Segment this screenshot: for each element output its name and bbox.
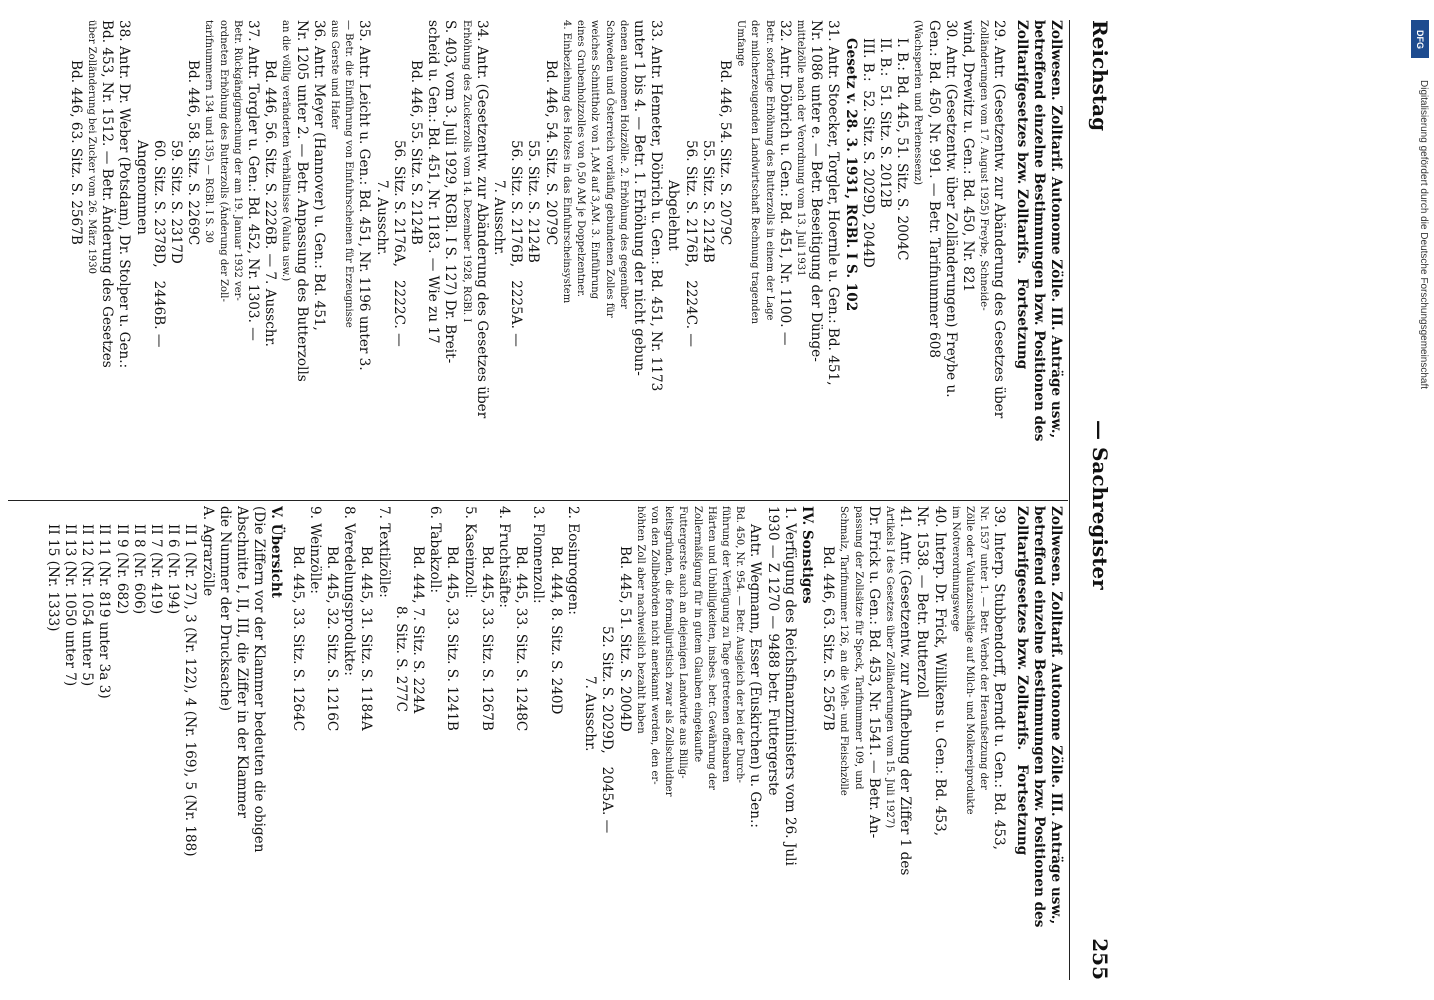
entry-line: Schweden und Österreich vorläufig gebundenen Zolles für <box>603 20 615 318</box>
entry-38: 38. Antr. Dr. Weber (Potsdam), Dr. Stolper u. Gen.: <box>116 20 133 369</box>
overview-item: II 11 (Nr. 819 unter 3a 3) <box>96 524 113 699</box>
entry-ref: 56. Sitz. S. 2176B, 2225A. — <box>508 140 525 347</box>
entry-line: Gen.: Bd. 450, Nr. 991. — Betr. Tarifnummer 608 <box>925 20 942 359</box>
entry-ref: Bd. 446, 56. Sitz. S. 2226B. — 7. Ausschr. <box>262 60 279 347</box>
entry-ref: 8. Sitz. S. 277C <box>392 606 409 713</box>
right-column <box>0 506 1064 980</box>
entry-ref: Bd. 446, 63. Sitz. S. 2567B <box>67 60 84 245</box>
entry-ref: Bd. 445, 51. Sitz. S. 2004D <box>616 546 633 732</box>
entry-ref: II. B.: 51. Sitz. S. 2012B <box>876 38 893 208</box>
entry-iv-7: 7. Textilzölle: <box>375 506 392 598</box>
entry-result: Angenommen <box>133 140 150 235</box>
entry-33: 33. Antr. Hemeter, Döbrich u. Gen.: Bd. 451, Nr. 1173 <box>648 20 665 392</box>
entry-line: Nr. 1086 unter e. — Betr. Beseitigung der Dünge- <box>808 20 825 362</box>
rotated-page <box>0 20 1120 980</box>
entry-iv-6: 6. Tabakzoll: <box>427 506 444 594</box>
entry-iv-4: 4. Fruchtsäfte: <box>496 506 513 609</box>
page-number: 255 <box>1088 938 1112 980</box>
entry-ref: 60. Sitz. S. 2378D, 2446B. — <box>150 140 167 348</box>
entry-36: 36. Antr. Meyer (Hannover) u. Gen.: Bd. 451, <box>310 20 327 331</box>
entry-line: an die völlig veränderten Verhältnisse (Valuta usw.) <box>280 20 292 282</box>
entry-line: Härten und Unbilligkeiten, insbes. betr. Gewährung der <box>705 506 717 791</box>
entry-39: 39. Interp. Stubbendorff, Berndt u. Gen.: Bd. 453, <box>991 506 1008 850</box>
entry-40: 40. Interp. Dr. Frick, Willikens u. Gen.: Bd. 453, <box>931 506 948 837</box>
entry-line: mittelzölle nach der Verordnung vom 13. Juli 1931 <box>794 20 806 277</box>
entry-ref: Bd. 444, 8. Sitz. S. 240D <box>547 546 564 715</box>
entry-ref: Bd. 445, 31. Sitz. S. 1184A <box>358 546 375 731</box>
entry-ref: Bd. 446, 54. Sitz. S. 2079C <box>716 60 733 246</box>
entry-31: 31. Antr. Stoecker, Torgler, Hoernle u. Gen.: Bd. 451, <box>825 20 842 386</box>
entry-iv-2: 2. Eosinroggen: <box>564 506 581 615</box>
entry-line: wind, Drewitz u. Gen.: Bd. 450, Nr. 821 <box>959 20 976 293</box>
entry-line: keitsgründen, die formaljuristisch zwar als Zollschuldner <box>663 506 675 797</box>
entry-line: S. 403, vom 3. Juli 1929, RGBl. I S. 127) Dr. Breit- <box>442 20 459 364</box>
entry-ref: Bd. 446, 54. Sitz. S. 2079C <box>542 60 559 246</box>
section-heading-line: Zolltarifgesetzes bzw. Zolltarifs. Fortsetzung <box>1013 506 1030 856</box>
section-heading-line: betreffend einzelne Bestimmungen bzw. Positionen des <box>1030 20 1047 442</box>
left-column <box>0 20 1064 494</box>
section-v-heading: V. Übersicht <box>268 506 285 599</box>
overview-item: II 15 (Nr. 1333) <box>44 524 61 632</box>
entry-line: Betr. Rückgängigmachung der am 19. Januar 1932 ver- <box>231 20 243 301</box>
entry-ref: I. B.: Bd. 445, 51. Sitz. S. 2004C <box>894 38 911 261</box>
overview-agrarzoelle: A. Agrarzölle <box>199 506 216 597</box>
entry-line: weiches Schnittholz von 1,AM auf 3,AM. 3. Einführung <box>589 20 601 300</box>
entry-ref: 56. Sitz. S. 2176A, 2222C. — <box>390 140 407 347</box>
header-reichstag: Reichstag <box>1088 20 1112 132</box>
entry-line: eines Grubenholzzolles von 0,50 AM je Doppelzentner. <box>575 20 587 297</box>
entry-37: 37. Antr. Torgler u. Gen.: Bd. 452, Nr. 1303. — <box>245 20 262 341</box>
overview-item: II 9 (Nr. 682) <box>113 524 130 615</box>
entry-line: Zollermäßigung für in gutem Glauben eingekaufte <box>691 506 703 763</box>
entry-ref: Bd. 444, 7. Sitz. S. 224A <box>410 546 427 714</box>
overview-item: II 12 (Nr. 1054 unter 5) <box>79 524 96 687</box>
entry-line: passung der Zollsätze für Speck, Tarifnummer 109, und <box>852 506 864 790</box>
entry-line: Nr. 1537 unter 1. — Betr. Verbot der Heraufsetzung der <box>978 506 990 790</box>
credit-text: Digitalisierung gefördert durch die Deutsche Forschungsgemeinschaft <box>1418 80 1429 390</box>
entry-ref: 56. Sitz. S. 2176B, 2224C. — <box>682 140 699 347</box>
column-divider <box>8 500 1068 501</box>
entry-ref: Bd. 446, 63. Sitz. S. 2567B <box>820 546 837 731</box>
entry-line: (Wachsperlen und Perlenessenz) <box>912 20 924 185</box>
entry-line: Zölle oder Valutazuschläge auf Milch- und Molkereiprodukte <box>963 506 975 815</box>
entry-ref: III. B.: 52. Sitz. S. 2029D, 2044D <box>859 38 876 268</box>
section-heading-line: betreffend einzelne Bestimmungen bzw. Positionen des <box>1030 506 1047 928</box>
entry-35: 35. Antr. Leicht u. Gen.: Bd. 451, Nr. 1196 unter 3. <box>356 20 373 371</box>
entry-line: im Notverordnungswege <box>949 506 961 632</box>
entry-line: denen autonomen Holzzölle. 2. Erhöhung des gegenüber <box>617 20 629 309</box>
entry-line: scheid u. Gen.: Bd. 451, Nr. 1183. — Wie zu 17 <box>425 20 442 344</box>
entry-line: — Betr. die Einführung von Einfuhrscheinen für Erzeugnisse <box>343 20 355 328</box>
entry-line: Artikels I des Gesetzes über Zolländerungen vom 15. Juli 1927) <box>883 506 895 829</box>
entry-ref: Bd. 445, 32. Sitz. S. 1216C <box>324 546 341 732</box>
entry-ref: 55. Sitz. S. 2124B <box>699 140 716 263</box>
overview-item: II 7 (Nr. 419) <box>148 524 165 615</box>
entry-line: Umfange <box>735 20 747 67</box>
entry-ref: Bd. 446, 55. Sitz. S. 2124B <box>408 60 425 245</box>
overview-note: die Nummer der Drucksache) <box>216 506 233 712</box>
entry-line: Zolländerungen vom 17. August 1925) Freybe, Schneide- <box>978 20 990 311</box>
entry-line: der milcherzeugenden Landwirtschaft Rechnung tragenden <box>749 20 761 324</box>
entry-line: 1930 — Z 1270 — 9488 betr. Futtergerste <box>764 506 781 796</box>
entry-29: 29. Antr. (Gesetzentw. zur Abänderung des Gesetzes über <box>991 20 1008 419</box>
entry-line: Futtergerste auch an diejenigen Landwirte aus Billig- <box>677 506 689 779</box>
entry-line: Betr. sofortige Erhöhung des Butterzolls in einem der Lage <box>763 20 775 321</box>
digitization-credit <box>1407 10 1434 990</box>
entry-line: Dr. Frick u. Gen.: Bd. 453, Nr. 1541. — Betr. An- <box>865 506 882 839</box>
overview-note: (Die Ziffern vor der Klammer bedeuten die obigen <box>251 506 268 853</box>
overview-item: II 8 (Nr. 606) <box>130 524 147 615</box>
section-heading-line: Zolltarifgesetzes bzw. Zolltarifs. Fortsetzung <box>1013 20 1030 370</box>
entry-line: ordneten Erhöhung des Butterzolls (Änderung der Zoll- <box>217 20 229 302</box>
entry-result: Abgelehnt <box>665 180 682 251</box>
entry-32: 32. Antr. Döbrich u. Gen.: Bd. 451, Nr. 1100. — <box>776 20 793 346</box>
entry-ref: Bd. 445, 33. Sitz. S. 1241B <box>444 546 461 731</box>
entry-iv-1: 1. Verfügung des Reichsfinanzministers vom 26. Juli <box>781 506 798 866</box>
entry-line: Schmalz, Tarifnummer 126, an die Vieh- und Fleischzölle <box>838 506 850 796</box>
entry-line: führung der Verfügung zu Tage getretenen offenbaren <box>719 506 731 783</box>
entry-line: über Zolländerung bei Zucker vom 26. März 1930 <box>86 20 98 274</box>
entry-ref: Bd. 445, 33. Sitz. S. 1267B <box>478 546 495 731</box>
entry-41: 41. Antr. (Gesetzentw. zur Aufhebung der Ziffer 1 des <box>897 506 914 876</box>
entry-ref: 55. Sitz. S. 2124B <box>525 140 542 263</box>
page-header <box>1069 20 1120 980</box>
entry-30: 30. Antr. (Gesetzentw. über Zolländerungen) Freybe u. <box>942 20 959 398</box>
overview-item: II 1 (Nr. 27), 3 (Nr. 122), 4 (Nr. 169), 5 (Nr. 188) <box>182 524 199 857</box>
entry-line: Bd. 450, Nr. 954. — Betr. Ausgleich der bei der Durch- <box>734 506 746 783</box>
entry-result: 7. Ausschr. <box>373 180 390 256</box>
overview-item: II 13 (Nr. 1050 unter 7) <box>62 524 79 687</box>
entry-iv-5: 5. Kaseinzoll: <box>461 506 478 599</box>
entry-ref: 59. Sitz. S. 2317D <box>168 140 185 264</box>
entry-line: Erhöhung des Zuckerzolls vom 14. Dezember 1928, RGBl. I <box>460 20 472 323</box>
header-sachregister: — Sachregister <box>1088 420 1112 590</box>
entry-line: aus Gerste und Hafer <box>329 20 341 130</box>
entry-result: 7. Ausschr. <box>491 180 508 256</box>
entry-law: Gesetz v. 28. 3. 1931, RGBl. I S. 102 <box>842 38 859 312</box>
entry-line: Antr. Wegmann, Esser (Euskirchen) u. Gen.: <box>747 524 764 828</box>
entry-line: höhten Zoll aber nachweislich bezahlt haben <box>634 506 646 734</box>
entry-line: tarifnummern 134 und 135) — RGBl. I S. 30 <box>203 20 215 244</box>
entry-line: unter 1 bis 4. — Betr. 1. Erhöhung der nicht gebun- <box>630 20 647 376</box>
entry-line: Nr. 1205 unter 2. — Betr. Anpassung des Butterzolls <box>293 20 310 382</box>
entry-ref: Bd. 445, 33. Sitz. S. 1248C <box>513 546 530 732</box>
entry-34: 34. Antr. (Gesetzentw. zur Abänderung des Gesetzes über <box>473 20 490 419</box>
entry-line: Nr. 1538. — Betr. Butterzoll <box>914 506 931 699</box>
overview-note: Abschnitte I, II, III, die Ziffer in der Klammer <box>234 506 251 819</box>
dfg-logo: DFG <box>1411 20 1429 58</box>
section-heading: Zollwesen. Zolltarif. Autonome Zölle. III. Anträge usw., <box>1048 20 1064 439</box>
section-heading: Zollwesen. Zolltarif. Autonome Zölle. III. Anträge usw., <box>1048 506 1064 925</box>
entry-line: Bd. 453, Nr. 1512. — Betr. Änderung des Gesetzes <box>99 20 116 368</box>
entry-result: 7. Ausschr. <box>582 676 599 752</box>
section-iv-heading: IV. Sonstiges <box>798 506 815 604</box>
entry-line: von den Zollbehörden nicht anerkannt werden, den er- <box>648 506 660 785</box>
overview-item: II 6 (Nr. 194) <box>165 524 182 615</box>
entry-line: 4. Einbeziehung des Holzes in das Einfuhrscheinsystem <box>560 20 572 304</box>
entry-ref: 52. Sitz. S. 2029D, 2045A. — <box>599 626 616 834</box>
entry-ref: Bd. 446, 58. Sitz. S. 2269C <box>185 60 202 246</box>
entry-iv-9: 9. Weinzölle: <box>306 506 323 594</box>
entry-ref: Bd. 445, 33. Sitz. S. 1264C <box>289 546 306 732</box>
entry-iv-8: 8. Veredelungsprodukte: <box>341 506 358 676</box>
entry-iv-3: 3. Flomenzoll: <box>530 506 547 604</box>
